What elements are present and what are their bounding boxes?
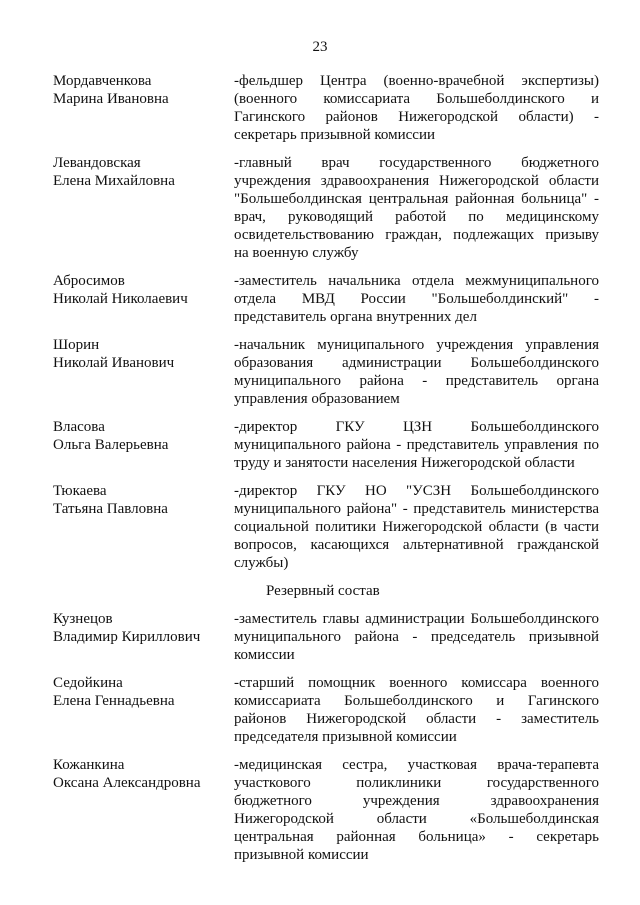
- member-row: [53, 336, 599, 408]
- member-surname: Седойкина: [53, 675, 123, 691]
- role-line: участкового поликлиники государственного: [234, 775, 599, 791]
- member-name: [53, 756, 234, 792]
- member-given-names: Марина Ивановна: [53, 91, 169, 107]
- member-surname: Абросимов: [53, 273, 125, 289]
- role-line: Гагинского районов Нижегородской области) -: [234, 109, 599, 125]
- member-given-names: Татьяна Павловна: [53, 501, 168, 517]
- member-row: [53, 72, 599, 144]
- role-line: -заместитель начальника отдела межмуниципального: [234, 273, 599, 289]
- role-line: -медицинская сестра, участковая врача-терапевта: [234, 757, 599, 773]
- role-line: на военную службу: [234, 245, 359, 261]
- role-line: комиссариата Большеболдинского и Гагинского: [234, 693, 599, 709]
- member-surname: Левандовская: [53, 155, 141, 171]
- member-role: [234, 482, 599, 572]
- member-row: [53, 272, 599, 326]
- page-number: 23: [312, 39, 328, 55]
- member-role: [234, 756, 599, 864]
- member-role: [234, 72, 599, 144]
- role-line: муниципального района - председатель призывной: [234, 629, 599, 645]
- role-line: (военного комиссариата Большеболдинского и: [234, 91, 599, 107]
- role-line: вопросов, касающихся альтернативной гражданской: [234, 537, 599, 553]
- member-name: [53, 272, 234, 308]
- member-name: [53, 336, 234, 372]
- member-surname: Кузнецов: [53, 611, 113, 627]
- role-line: управления образованием: [234, 391, 400, 407]
- member-name: [53, 674, 234, 710]
- role-line: труду и занятости населения Нижегородской области: [234, 455, 575, 471]
- member-name: [53, 72, 234, 108]
- member-row: [53, 154, 599, 262]
- role-line: -заместитель главы администрации Большеболдинского: [234, 611, 599, 627]
- role-line: -начальник муниципального учреждения управления: [234, 337, 599, 353]
- role-line: "Большеболдинская центральная районная больница" -: [234, 191, 599, 207]
- reserve-members-list: [53, 610, 599, 864]
- role-line: учреждения здравоохранения Нижегородской области: [234, 173, 599, 189]
- role-line: социальной политики Нижегородской области (в части: [234, 519, 599, 535]
- role-line: отдела МВД России "Большеболдинский" -: [234, 291, 599, 307]
- member-given-names: Ольга Валерьевна: [53, 437, 169, 453]
- member-row: [53, 418, 599, 472]
- role-line: призывной комиссии: [234, 847, 369, 863]
- role-line: бюджетного учреждения здравоохранения: [234, 793, 599, 809]
- member-given-names: Елена Геннадьевна: [53, 693, 175, 709]
- role-line: -главный врач государственного бюджетного: [234, 155, 599, 171]
- member-surname: Тюкаева: [53, 483, 107, 499]
- member-role: [234, 154, 599, 262]
- role-line: -директор ГКУ ЦЗН Большеболдинского: [234, 419, 599, 435]
- member-row: [53, 610, 599, 664]
- member-surname: Мордавченкова: [53, 73, 152, 89]
- member-surname: Шорин: [53, 337, 100, 353]
- member-role: [234, 674, 599, 746]
- member-role: [234, 610, 599, 664]
- member-name: [53, 154, 234, 190]
- role-line: освидетельствованию граждан, подлежащих призыву: [234, 227, 599, 243]
- role-line: муниципального района - представитель управления по: [234, 437, 599, 453]
- role-line: службы): [234, 555, 289, 571]
- role-line: центральная районная больница» - секретарь: [234, 829, 599, 845]
- role-line: секретарь призывной комиссии: [234, 127, 436, 143]
- member-name: [53, 482, 234, 518]
- member-given-names: Николай Иванович: [53, 355, 175, 371]
- member-name: [53, 610, 234, 646]
- role-line: врач, руководящий работой по медицинскому: [234, 209, 599, 225]
- reserve-heading: Резервный состав: [266, 583, 380, 599]
- member-given-names: Елена Михайловна: [53, 173, 175, 189]
- role-line: комиссии: [234, 647, 295, 663]
- role-line: -старший помощник военного комиссара военного: [234, 675, 599, 691]
- member-given-names: Николай Николаевич: [53, 291, 188, 307]
- member-role: [234, 336, 599, 408]
- role-line: -директор ГКУ НО "УСЗН Большеболдинского: [234, 483, 599, 499]
- role-line: -фельдшер Центра (военно-врачебной экспертизы): [234, 73, 599, 89]
- role-line: Нижегородской области «Большеболдинская: [234, 811, 599, 827]
- member-name: [53, 418, 234, 454]
- member-surname: Власова: [53, 419, 105, 435]
- role-line: районов Нижегородской области - заместитель: [234, 711, 599, 727]
- member-role: [234, 418, 599, 472]
- role-line: председателя призывной комиссии: [234, 729, 457, 745]
- role-line: образования администрации Большеболдинского: [234, 355, 599, 371]
- member-role: [234, 272, 599, 326]
- member-row: [53, 674, 599, 746]
- member-given-names: Владимир Кириллович: [53, 629, 201, 645]
- role-line: муниципального района" - представитель министерства: [234, 501, 599, 517]
- member-row: [53, 482, 599, 572]
- main-members-list: [53, 72, 599, 572]
- member-row: [53, 756, 599, 864]
- commission-list: [53, 72, 599, 864]
- role-line: муниципального района - представитель органа: [234, 373, 599, 389]
- member-surname: Кожанкина: [53, 757, 125, 773]
- role-line: представитель органа внутренних дел: [234, 309, 477, 325]
- member-given-names: Оксана Александровна: [53, 775, 201, 791]
